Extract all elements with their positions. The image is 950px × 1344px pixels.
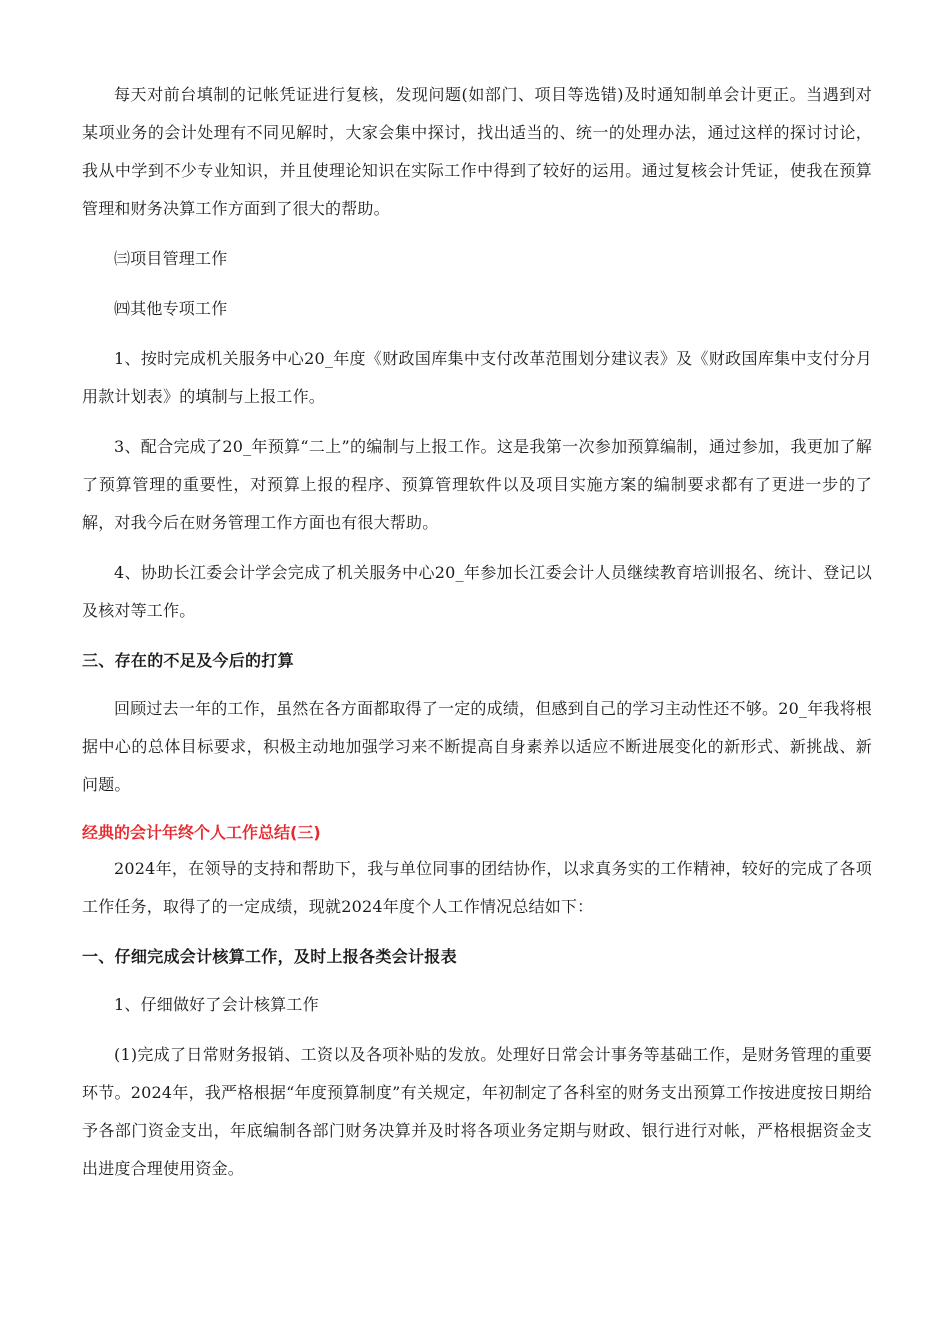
section-heading-accounting: 一、仔细完成会计核算工作，及时上报各类会计报表 [82,947,457,966]
article-title: 经典的会计年终个人工作总结(三) [82,823,321,842]
paragraph-other-special-work: ㈣其他专项工作 [114,299,228,318]
paragraph-intro-2024: 2024年，在领导的支持和帮助下，我与单位同事的团结协作，以求真务实的工作精神，较好的完成了各项工作任务，取得了的一定成绩，现就2024年度个人工作情况总结如下： [82,859,872,916]
paragraph-project-management: ㈢项目管理工作 [114,249,228,268]
paragraph-item-4: 4、协助长江委会计学会完成了机关服务中心20_年参加长江委会计人员继续教育培训报名、统计、登记以及核对等工作。 [82,563,872,620]
paragraph-item-3: 3、配合完成了20_年预算“二上”的编制与上报工作。这是我第一次参加预算编制，通过参加，我更加了解了预算管理的重要性，对预算上报的程序、预算管理软件以及项目实施方案的编制要求都有了更进一步的了解，对我今后在财务管理工作方面也有很大帮助。 [82,437,872,532]
paragraph-review-vouchers: 每天对前台填制的记帐凭证进行复核，发现问题(如部门、项目等选错)及时通知制单会计更正。当遇到对某项业务的会计处理有不同见解时，大家会集中探讨，找出适当的、统一的处理办法，通过这样的探讨讨论，我从中学到不少专业知识，并且使理论知识在实际工作中得到了较好的运用。通过复核会计凭证，使我在预算管理和财务决算工作方面到了很大的帮助。 [82,85,872,218]
paragraph-subitem-1-1: (1)完成了日常财务报销、工资以及各项补贴的发放。处理好日常会计事务等基础工作，是财务管理的重要环节。2024年，我严格根据“年度预算制度”有关规定，年初制定了各科室的财务支出预算工作按进度按日期给予各部门资金支出，年底编制各部门财务决算并及时将各项业务定期与财政、银行进行对帐，严格根据资金支出进度合理使用资金。 [82,1045,872,1178]
section-heading-shortcomings: 三、存在的不足及今后的打算 [82,651,294,670]
paragraph-item-1: 1、按时完成机关服务中心20_年度《财政国库集中支付改革范围划分建议表》及《财政国库集中支付分月用款计划表》的填制与上报工作。 [82,349,872,406]
paragraph-review-year: 回顾过去一年的工作，虽然在各方面都取得了一定的成绩，但感到自己的学习主动性还不够。20_年我将根据中心的总体目标要求，积极主动地加强学习来不断提高自身素养以适应不断进展变化的新形式、新挑战、新问题。 [82,699,872,794]
paragraph-subitem-1: 1、仔细做好了会计核算工作 [114,995,319,1014]
document-page [82,76,872,1200]
